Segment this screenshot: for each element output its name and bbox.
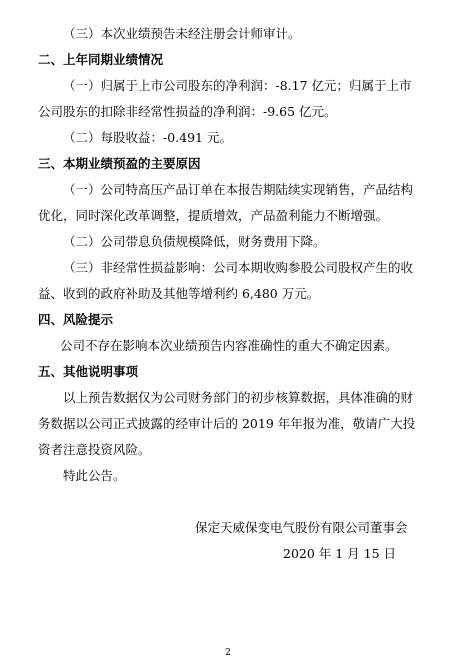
paragraph-line: （二）公司带息负债规模降低，财务费用下降。 [63,234,326,249]
paragraph-line: 公司股东的扣除非经常性损益的净利润：-9.65 亿元。 [38,104,337,119]
paragraph-line: 益、收到的政府补助及其他等增利约 6,480 万元。 [38,286,320,301]
section-heading: 二、上年同期业绩情况 [38,52,164,67]
paragraph-line: 特此公告。 [63,468,126,483]
signature-company: 保定天威保变电气股份有限公司董事会 [195,520,408,535]
paragraph-line: 以上预告数据仅为公司财务部门的初步核算数据，具体准确的财 [63,390,414,405]
paragraph-line: 优化，同时深化改革调整，提质增效，产品盈利能力不断增强。 [38,208,389,223]
paragraph-line: （一）公司特高压产品订单在本报告期陆续实现销售，产品结构 [63,182,414,197]
section-heading: 三、本期业绩预盈的主要原因 [38,156,201,171]
paragraph-line: （一）归属于上市公司股东的净利润：-8.17 亿元；归属于上市 [63,78,412,93]
paragraph-line: （二）每股收益：-0.491 元。 [63,130,232,145]
paragraph-line: 务数据以公司正式披露的经审计后的 2019 年年报为准，敬请广大投 [38,416,416,431]
paragraph-line: 公司不存在影响本次业绩预告内容准确性的重大不确定因素。 [60,338,398,353]
paragraph-line: （三）非经常性损益影响：公司本期收购参股公司股权产生的收 [63,260,414,275]
section-heading: 四、风险提示 [38,312,114,327]
paragraph-line: 资者注意投资风险。 [38,442,151,457]
section-heading: 五、其他说明事项 [38,364,139,379]
signature-date: 2020 年 1 月 15 日 [283,546,397,561]
page-number: 2 [225,648,231,658]
paragraph-line: （三）本次业绩预告未经注册会计师审计。 [63,26,301,41]
